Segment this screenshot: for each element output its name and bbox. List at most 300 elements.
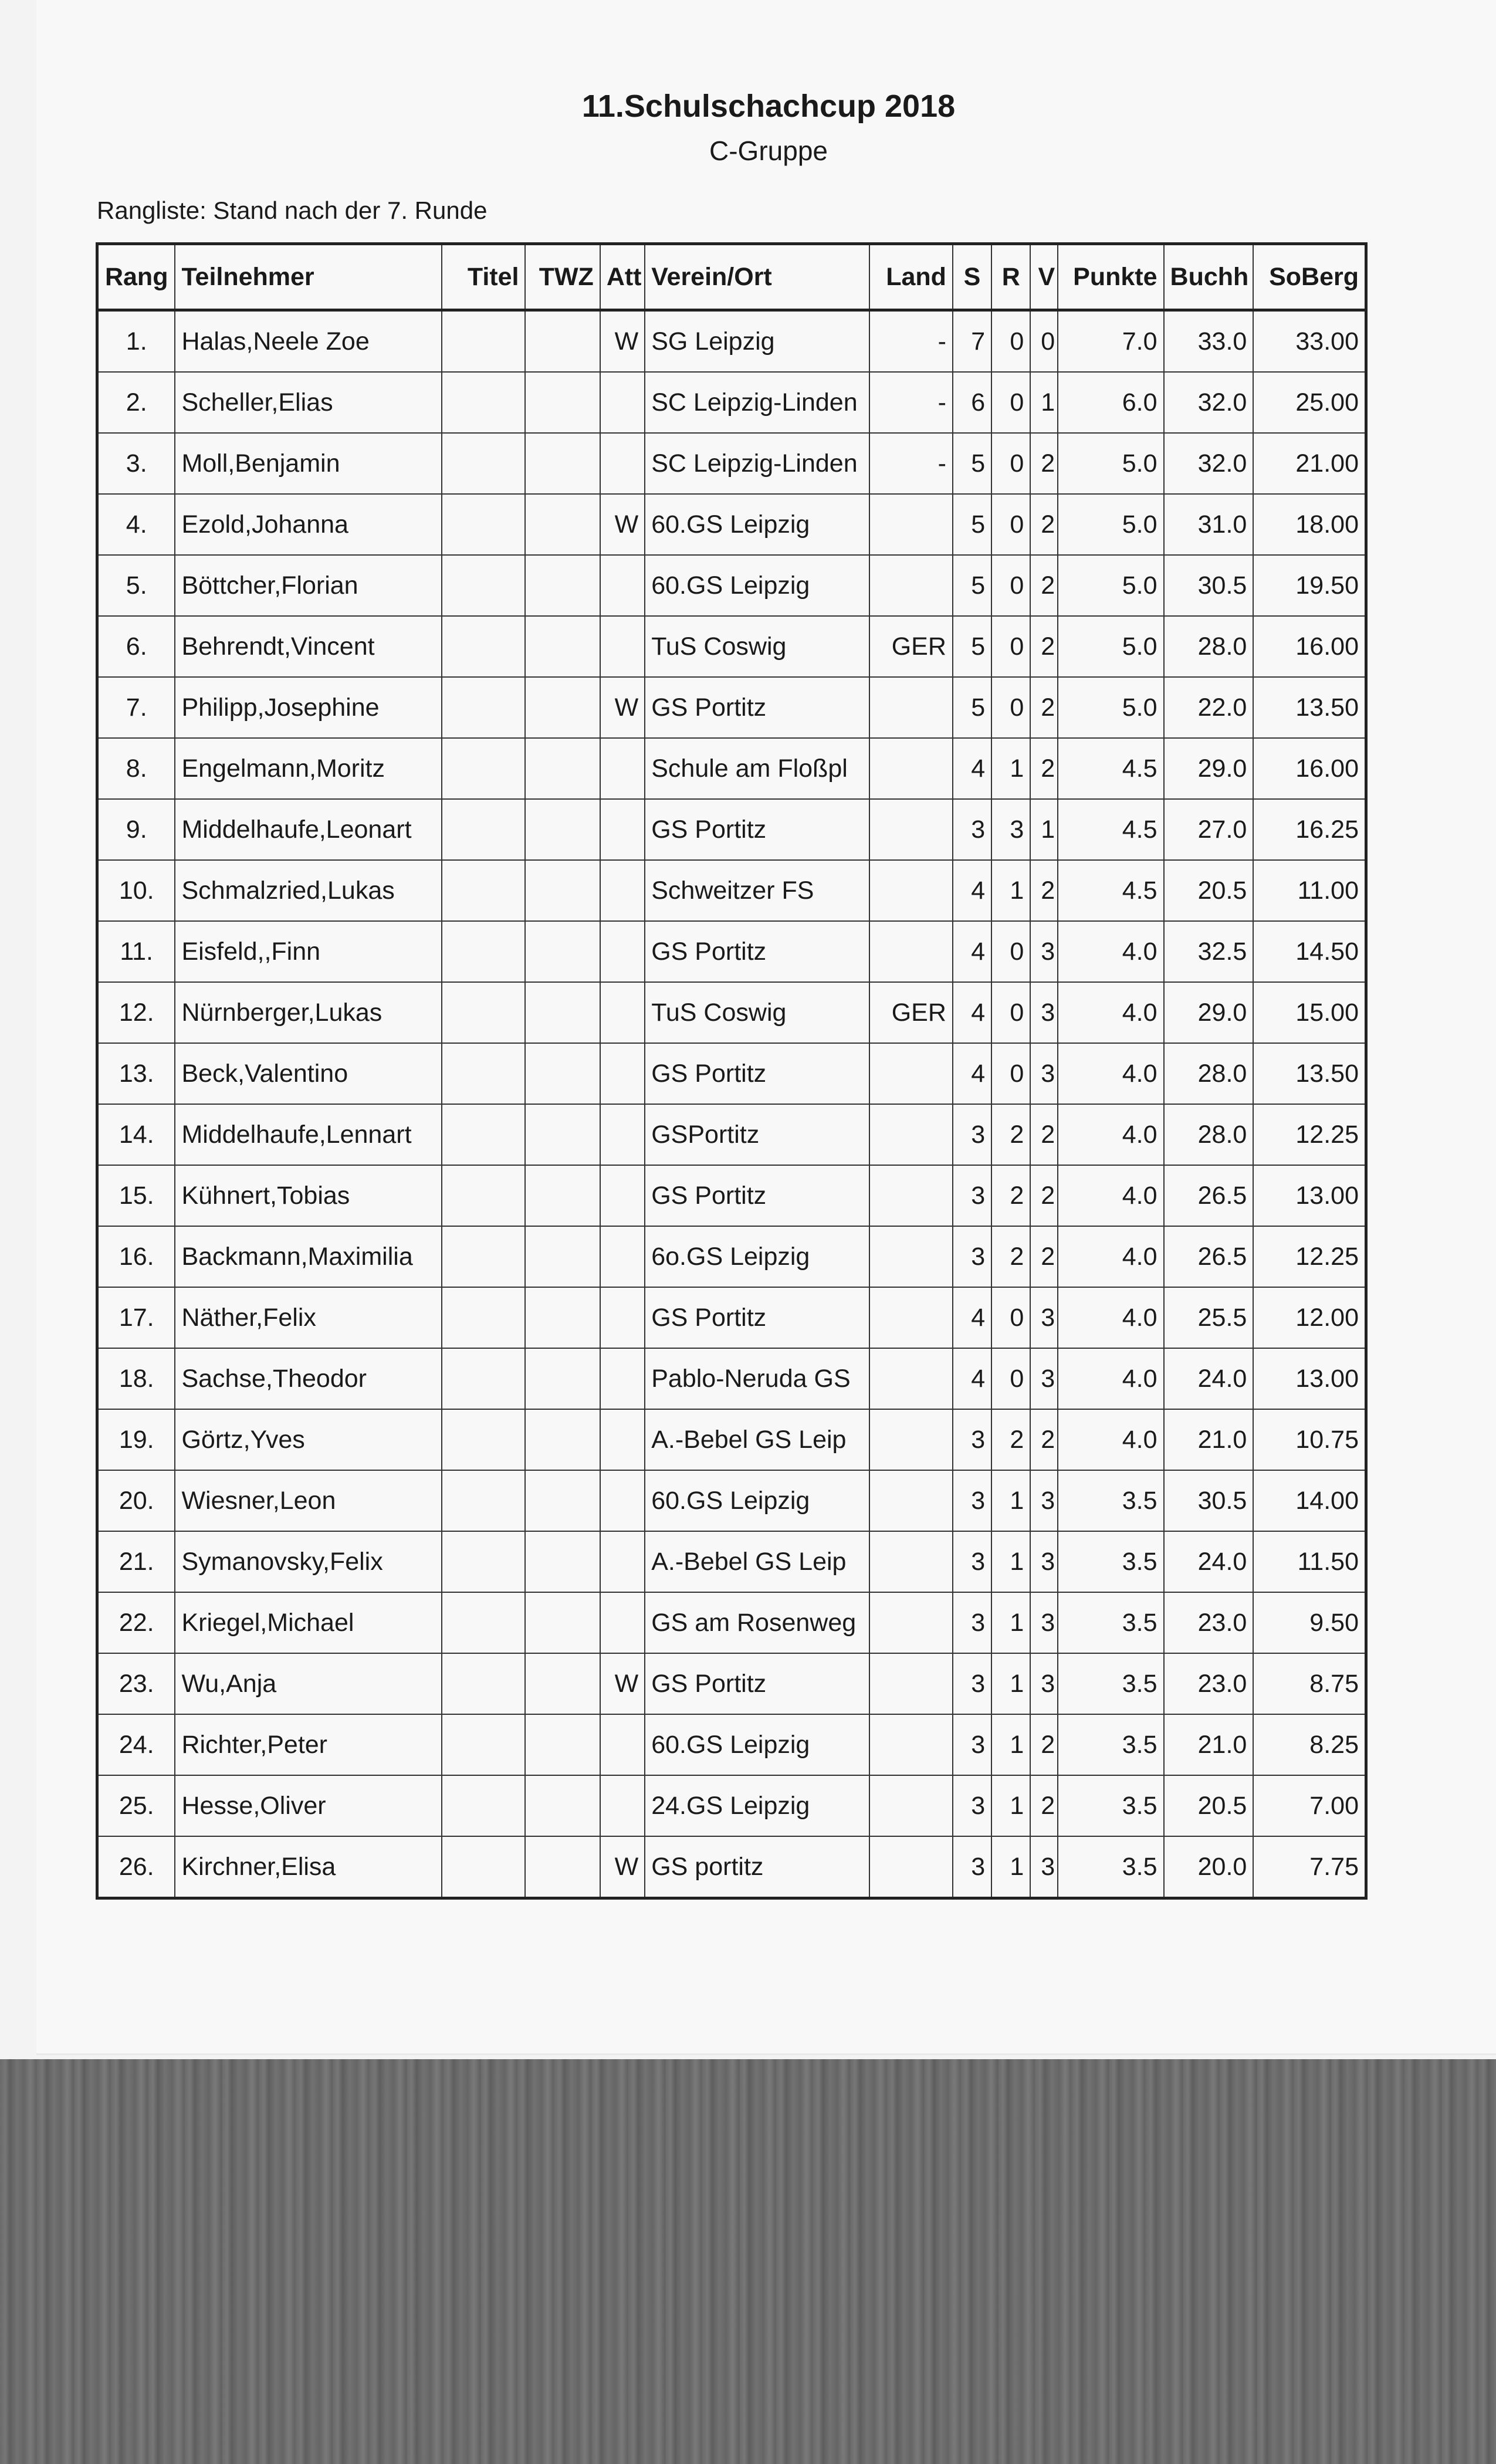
cell-soberg: 10.75 <box>1253 1409 1366 1470</box>
cell-r: 1 <box>991 1714 1030 1775</box>
ranking-table <box>96 242 1368 1900</box>
cell-teilnehmer: Backmann,Maximilia <box>175 1226 441 1287</box>
cell-v: 2 <box>1030 677 1058 738</box>
header-buchh: Buchh <box>1164 244 1254 310</box>
cell-land <box>869 921 953 982</box>
cell-teilnehmer: Sachse,Theodor <box>175 1348 441 1409</box>
cell-r: 0 <box>991 616 1030 677</box>
cell-att <box>600 1226 645 1287</box>
cell-s: 5 <box>953 555 991 616</box>
cell-v: 3 <box>1030 1470 1058 1531</box>
cell-verein: 60.GS Leipzig <box>645 555 869 616</box>
cell-soberg: 12.25 <box>1253 1226 1366 1287</box>
cell-verein: Schule am Floßpl <box>645 738 869 799</box>
cell-punkte: 5.0 <box>1058 677 1163 738</box>
table-body <box>97 310 1366 1898</box>
cell-buchh: 24.0 <box>1164 1531 1254 1592</box>
cell-buchh: 21.0 <box>1164 1409 1254 1470</box>
cell-rang: 17. <box>97 1287 175 1348</box>
cell-verein: SG Leipzig <box>645 310 869 373</box>
cell-buchh: 31.0 <box>1164 494 1254 555</box>
cell-s: 4 <box>953 921 991 982</box>
cell-punkte: 4.0 <box>1058 1287 1163 1348</box>
cell-buchh: 28.0 <box>1164 1043 1254 1104</box>
cell-rang: 13. <box>97 1043 175 1104</box>
cell-buchh: 29.0 <box>1164 982 1254 1043</box>
table-row <box>97 677 1366 738</box>
cell-s: 7 <box>953 310 991 373</box>
cell-soberg: 11.00 <box>1253 860 1366 921</box>
cell-buchh: 30.5 <box>1164 555 1254 616</box>
cell-teilnehmer: Philipp,Josephine <box>175 677 441 738</box>
cell-rang: 2. <box>97 372 175 433</box>
cell-att <box>600 1043 645 1104</box>
cell-buchh: 26.5 <box>1164 1165 1254 1226</box>
cell-att <box>600 982 645 1043</box>
cell-s: 6 <box>953 372 991 433</box>
cell-twz <box>525 1287 600 1348</box>
cell-titel <box>442 1348 526 1409</box>
cell-buchh: 28.0 <box>1164 1104 1254 1165</box>
cell-verein: TuS Coswig <box>645 982 869 1043</box>
cell-r: 0 <box>991 494 1030 555</box>
cell-titel <box>442 1836 526 1898</box>
cell-v: 2 <box>1030 1775 1058 1836</box>
cell-s: 3 <box>953 799 991 860</box>
cell-twz <box>525 1348 600 1409</box>
cell-r: 1 <box>991 1592 1030 1653</box>
cell-buchh: 20.5 <box>1164 1775 1254 1836</box>
header-punkte: Punkte <box>1058 244 1163 310</box>
cell-punkte: 4.0 <box>1058 1043 1163 1104</box>
cell-v: 0 <box>1030 310 1058 373</box>
cell-titel <box>442 310 526 373</box>
cell-v: 2 <box>1030 433 1058 494</box>
cell-soberg: 13.00 <box>1253 1348 1366 1409</box>
table-row <box>97 433 1366 494</box>
cell-att <box>600 1409 645 1470</box>
cell-punkte: 5.0 <box>1058 616 1163 677</box>
cell-verein: GS Portitz <box>645 799 869 860</box>
cell-r: 0 <box>991 555 1030 616</box>
cell-rang: 24. <box>97 1714 175 1775</box>
cell-soberg: 19.50 <box>1253 555 1366 616</box>
table-row <box>97 1531 1366 1592</box>
cell-v: 3 <box>1030 1653 1058 1714</box>
cell-att <box>600 1287 645 1348</box>
cell-titel <box>442 799 526 860</box>
cell-att <box>600 1775 645 1836</box>
cell-s: 3 <box>953 1470 991 1531</box>
cell-land: - <box>869 372 953 433</box>
cell-s: 3 <box>953 1531 991 1592</box>
cell-r: 0 <box>991 372 1030 433</box>
cell-land <box>869 1836 953 1898</box>
cell-land: - <box>869 310 953 373</box>
cell-soberg: 33.00 <box>1253 310 1366 373</box>
cell-twz <box>525 1409 600 1470</box>
cell-punkte: 4.0 <box>1058 921 1163 982</box>
cell-titel <box>442 1226 526 1287</box>
table-row <box>97 1043 1366 1104</box>
cell-soberg: 8.25 <box>1253 1714 1366 1775</box>
cell-v: 2 <box>1030 494 1058 555</box>
cell-soberg: 12.00 <box>1253 1287 1366 1348</box>
cell-teilnehmer: Richter,Peter <box>175 1714 441 1775</box>
cell-teilnehmer: Ezold,Johanna <box>175 494 441 555</box>
table-row <box>97 1592 1366 1653</box>
cell-v: 2 <box>1030 1714 1058 1775</box>
cell-buchh: 23.0 <box>1164 1653 1254 1714</box>
cell-teilnehmer: Middelhaufe,Lennart <box>175 1104 441 1165</box>
cell-att <box>600 1470 645 1531</box>
cell-titel <box>442 738 526 799</box>
document-title: 11.Schulschachcup 2018 <box>581 89 956 124</box>
cell-v: 3 <box>1030 1287 1058 1348</box>
cell-verein: GSPortitz <box>645 1104 869 1165</box>
cell-titel <box>442 1653 526 1714</box>
cell-land <box>869 494 953 555</box>
cell-s: 5 <box>953 677 991 738</box>
cell-punkte: 4.0 <box>1058 1409 1163 1470</box>
cell-att <box>600 372 645 433</box>
cell-soberg: 11.50 <box>1253 1531 1366 1592</box>
cell-r: 1 <box>991 1653 1030 1714</box>
cell-v: 2 <box>1030 1104 1058 1165</box>
cell-rang: 26. <box>97 1836 175 1898</box>
cell-teilnehmer: Beck,Valentino <box>175 1043 441 1104</box>
cell-land <box>869 1287 953 1348</box>
cell-soberg: 12.25 <box>1253 1104 1366 1165</box>
cell-twz <box>525 1653 600 1714</box>
cell-att <box>600 616 645 677</box>
cell-s: 3 <box>953 1653 991 1714</box>
cell-twz <box>525 982 600 1043</box>
cell-rang: 15. <box>97 1165 175 1226</box>
header-titel: Titel <box>442 244 526 310</box>
table-row <box>97 1714 1366 1775</box>
cell-buchh: 32.5 <box>1164 921 1254 982</box>
cell-v: 1 <box>1030 799 1058 860</box>
cell-att <box>600 860 645 921</box>
header-rang: Rang <box>97 244 175 310</box>
cell-buchh: 20.0 <box>1164 1836 1254 1898</box>
cell-rang: 12. <box>97 982 175 1043</box>
cell-r: 3 <box>991 799 1030 860</box>
cell-land <box>869 1104 953 1165</box>
cell-twz <box>525 1531 600 1592</box>
cell-buchh: 24.0 <box>1164 1348 1254 1409</box>
header-soberg: SoBerg <box>1253 244 1366 310</box>
cell-verein: 60.GS Leipzig <box>645 1714 869 1775</box>
cell-land <box>869 1165 953 1226</box>
table-row <box>97 1165 1366 1226</box>
cell-titel <box>442 555 526 616</box>
table-row <box>97 310 1366 373</box>
cell-rang: 14. <box>97 1104 175 1165</box>
cell-verein: A.-Bebel GS Leip <box>645 1409 869 1470</box>
cell-r: 2 <box>991 1409 1030 1470</box>
cell-buchh: 21.0 <box>1164 1714 1254 1775</box>
cell-land <box>869 1775 953 1836</box>
cell-rang: 22. <box>97 1592 175 1653</box>
cell-s: 4 <box>953 982 991 1043</box>
cell-teilnehmer: Eisfeld,,Finn <box>175 921 441 982</box>
table-row <box>97 1104 1366 1165</box>
cell-twz <box>525 1592 600 1653</box>
cell-punkte: 5.0 <box>1058 555 1163 616</box>
cell-titel <box>442 1531 526 1592</box>
cell-titel <box>442 1165 526 1226</box>
cell-buchh: 29.0 <box>1164 738 1254 799</box>
cell-att: W <box>600 1836 645 1898</box>
table-row <box>97 494 1366 555</box>
cell-verein: SC Leipzig-Linden <box>645 372 869 433</box>
cell-s: 3 <box>953 1165 991 1226</box>
cell-v: 2 <box>1030 1226 1058 1287</box>
cell-r: 0 <box>991 1348 1030 1409</box>
cell-att <box>600 1165 645 1226</box>
cell-twz <box>525 1470 600 1531</box>
cell-titel <box>442 982 526 1043</box>
cell-punkte: 3.5 <box>1058 1531 1163 1592</box>
cell-rang: 8. <box>97 738 175 799</box>
cell-soberg: 15.00 <box>1253 982 1366 1043</box>
cell-rang: 25. <box>97 1775 175 1836</box>
cell-teilnehmer: Symanovsky,Felix <box>175 1531 441 1592</box>
header-s: S <box>953 244 991 310</box>
cell-v: 2 <box>1030 738 1058 799</box>
cell-verein: 24.GS Leipzig <box>645 1775 869 1836</box>
cell-punkte: 6.0 <box>1058 372 1163 433</box>
cell-v: 3 <box>1030 982 1058 1043</box>
cell-titel <box>442 1409 526 1470</box>
cell-r: 0 <box>991 677 1030 738</box>
cell-rang: 5. <box>97 555 175 616</box>
header-land: Land <box>869 244 953 310</box>
cell-r: 1 <box>991 1775 1030 1836</box>
cell-teilnehmer: Nürnberger,Lukas <box>175 982 441 1043</box>
cell-soberg: 14.50 <box>1253 921 1366 982</box>
cell-teilnehmer: Schmalzried,Lukas <box>175 860 441 921</box>
cell-soberg: 16.25 <box>1253 799 1366 860</box>
cell-titel <box>442 677 526 738</box>
cell-land <box>869 1043 953 1104</box>
cell-soberg: 7.75 <box>1253 1836 1366 1898</box>
cell-soberg: 8.75 <box>1253 1653 1366 1714</box>
cell-punkte: 4.0 <box>1058 1165 1163 1226</box>
table-row <box>97 738 1366 799</box>
cell-v: 2 <box>1030 1165 1058 1226</box>
cell-att: W <box>600 494 645 555</box>
cell-verein: 6o.GS Leipzig <box>645 1226 869 1287</box>
cell-att: W <box>600 1653 645 1714</box>
cell-verein: GS Portitz <box>645 1653 869 1714</box>
cell-att <box>600 921 645 982</box>
cell-teilnehmer: Näther,Felix <box>175 1287 441 1348</box>
cell-s: 4 <box>953 860 991 921</box>
table-row <box>97 1348 1366 1409</box>
cell-rang: 21. <box>97 1531 175 1592</box>
table-row <box>97 1409 1366 1470</box>
cell-punkte: 3.5 <box>1058 1653 1163 1714</box>
header-v: V <box>1030 244 1058 310</box>
cell-soberg: 13.50 <box>1253 1043 1366 1104</box>
cell-twz <box>525 921 600 982</box>
cell-twz <box>525 1165 600 1226</box>
cell-s: 3 <box>953 1104 991 1165</box>
document-subtitle: C-Gruppe <box>709 136 828 166</box>
cell-twz <box>525 860 600 921</box>
cell-s: 3 <box>953 1226 991 1287</box>
cell-titel <box>442 372 526 433</box>
cell-twz <box>525 677 600 738</box>
cell-buchh: 30.5 <box>1164 1470 1254 1531</box>
cell-soberg: 13.50 <box>1253 677 1366 738</box>
cell-rang: 3. <box>97 433 175 494</box>
cell-soberg: 13.00 <box>1253 1165 1366 1226</box>
cell-land: GER <box>869 982 953 1043</box>
cell-verein: A.-Bebel GS Leip <box>645 1531 869 1592</box>
cell-s: 5 <box>953 433 991 494</box>
cell-buchh: 26.5 <box>1164 1226 1254 1287</box>
cell-r: 1 <box>991 860 1030 921</box>
cell-r: 2 <box>991 1226 1030 1287</box>
cell-punkte: 4.0 <box>1058 1104 1163 1165</box>
cell-punkte: 4.0 <box>1058 982 1163 1043</box>
cell-att <box>600 1531 645 1592</box>
header-teilnehmer: Teilnehmer <box>175 244 441 310</box>
cell-verein: GS Portitz <box>645 1043 869 1104</box>
cell-land <box>869 738 953 799</box>
cell-teilnehmer: Kirchner,Elisa <box>175 1836 441 1898</box>
cell-teilnehmer: Görtz,Yves <box>175 1409 441 1470</box>
cell-twz <box>525 1714 600 1775</box>
cell-verein: 60.GS Leipzig <box>645 494 869 555</box>
cell-att <box>600 738 645 799</box>
cell-buchh: 25.5 <box>1164 1287 1254 1348</box>
header-verein: Verein/Ort <box>645 244 869 310</box>
cell-rang: 1. <box>97 310 175 373</box>
cell-soberg: 16.00 <box>1253 616 1366 677</box>
cell-titel <box>442 494 526 555</box>
cell-v: 3 <box>1030 1043 1058 1104</box>
cell-land <box>869 799 953 860</box>
cell-twz <box>525 494 600 555</box>
cell-land <box>869 860 953 921</box>
cell-titel <box>442 433 526 494</box>
cell-rang: 6. <box>97 616 175 677</box>
cell-buchh: 33.0 <box>1164 310 1254 373</box>
cell-soberg: 9.50 <box>1253 1592 1366 1653</box>
cell-buchh: 32.0 <box>1164 433 1254 494</box>
cell-rang: 23. <box>97 1653 175 1714</box>
cell-verein: TuS Coswig <box>645 616 869 677</box>
cell-twz <box>525 738 600 799</box>
header-r: R <box>991 244 1030 310</box>
cell-r: 2 <box>991 1104 1030 1165</box>
cell-att <box>600 555 645 616</box>
cell-att: W <box>600 677 645 738</box>
cell-r: 0 <box>991 921 1030 982</box>
table-row <box>97 1653 1366 1714</box>
cell-r: 0 <box>991 982 1030 1043</box>
cell-twz <box>525 372 600 433</box>
cell-teilnehmer: Behrendt,Vincent <box>175 616 441 677</box>
cell-v: 1 <box>1030 372 1058 433</box>
cell-s: 4 <box>953 1043 991 1104</box>
cell-titel <box>442 1104 526 1165</box>
cell-punkte: 3.5 <box>1058 1836 1163 1898</box>
cell-att <box>600 799 645 860</box>
cell-v: 3 <box>1030 1836 1058 1898</box>
cell-buchh: 22.0 <box>1164 677 1254 738</box>
cell-teilnehmer: Scheller,Elias <box>175 372 441 433</box>
cell-r: 2 <box>991 1165 1030 1226</box>
cell-titel <box>442 616 526 677</box>
cell-verein: 60.GS Leipzig <box>645 1470 869 1531</box>
cell-soberg: 16.00 <box>1253 738 1366 799</box>
table-row <box>97 1470 1366 1531</box>
cell-twz <box>525 1836 600 1898</box>
cell-r: 0 <box>991 310 1030 373</box>
cell-punkte: 5.0 <box>1058 494 1163 555</box>
cell-land: - <box>869 433 953 494</box>
cell-twz <box>525 1104 600 1165</box>
cell-buchh: 23.0 <box>1164 1592 1254 1653</box>
cell-soberg: 7.00 <box>1253 1775 1366 1836</box>
cell-punkte: 4.5 <box>1058 738 1163 799</box>
cell-titel <box>442 1592 526 1653</box>
cell-buchh: 20.5 <box>1164 860 1254 921</box>
table-row <box>97 372 1366 433</box>
cell-soberg: 18.00 <box>1253 494 1366 555</box>
cell-rang: 20. <box>97 1470 175 1531</box>
cell-punkte: 3.5 <box>1058 1592 1163 1653</box>
cell-punkte: 5.0 <box>1058 433 1163 494</box>
cell-teilnehmer: Halas,Neele Zoe <box>175 310 441 373</box>
cell-verein: Schweitzer FS <box>645 860 869 921</box>
table-header-row <box>97 244 1366 310</box>
table-row <box>97 1775 1366 1836</box>
cell-buchh: 27.0 <box>1164 799 1254 860</box>
cell-twz <box>525 1226 600 1287</box>
table-row <box>97 799 1366 860</box>
cell-r: 1 <box>991 1531 1030 1592</box>
cell-teilnehmer: Böttcher,Florian <box>175 555 441 616</box>
cell-v: 2 <box>1030 555 1058 616</box>
cell-rang: 11. <box>97 921 175 982</box>
cell-att: W <box>600 310 645 373</box>
table-row <box>97 1287 1366 1348</box>
cell-twz <box>525 616 600 677</box>
cell-land <box>869 677 953 738</box>
cell-punkte: 4.0 <box>1058 1226 1163 1287</box>
cell-soberg: 14.00 <box>1253 1470 1366 1531</box>
cell-v: 3 <box>1030 1348 1058 1409</box>
cell-teilnehmer: Wu,Anja <box>175 1653 441 1714</box>
table-row <box>97 1226 1366 1287</box>
cell-att <box>600 433 645 494</box>
cell-v: 3 <box>1030 1531 1058 1592</box>
cell-s: 3 <box>953 1592 991 1653</box>
header-att: Att <box>600 244 645 310</box>
cell-r: 0 <box>991 1043 1030 1104</box>
cell-punkte: 3.5 <box>1058 1775 1163 1836</box>
cell-s: 5 <box>953 494 991 555</box>
table-row <box>97 616 1366 677</box>
cell-verein: GS Portitz <box>645 677 869 738</box>
